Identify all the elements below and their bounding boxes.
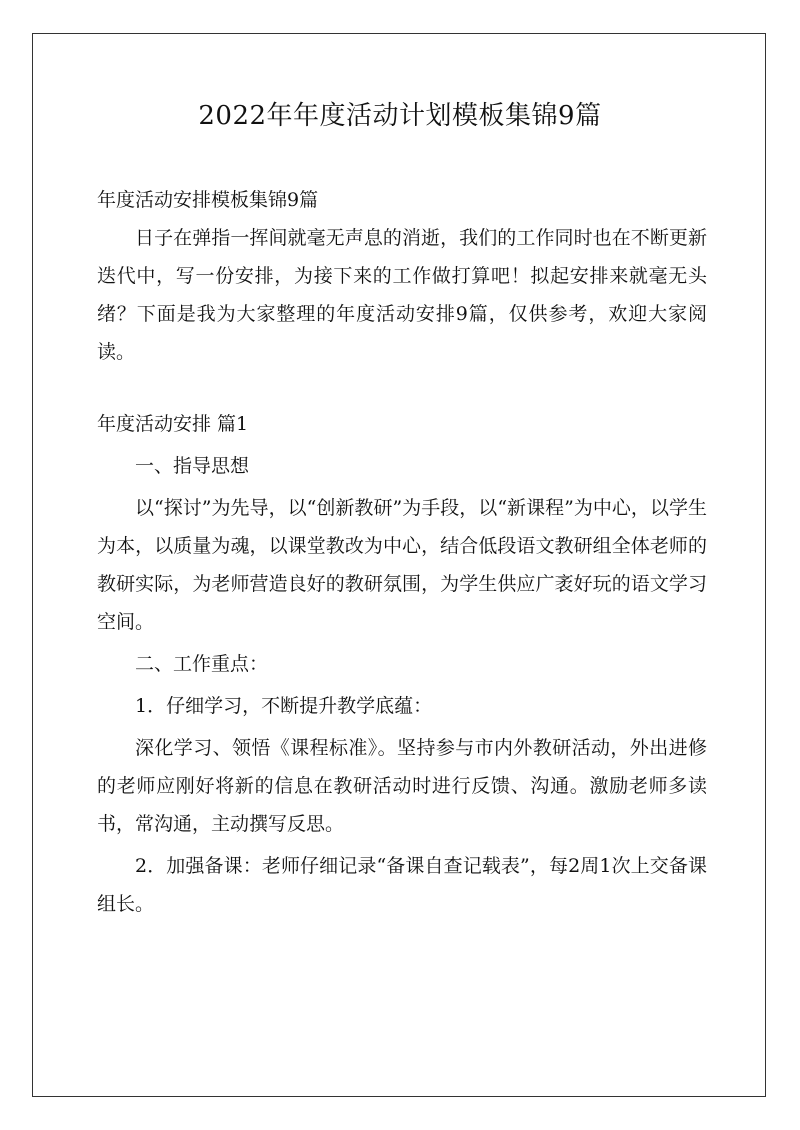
- guiding-heading: 一、指导思想: [135, 455, 250, 477]
- item2-paragraph: 2．加强备课：老师仔细记录“备课自查记载表”，每2周1次上交备课组长。: [97, 855, 707, 915]
- guiding-paragraph: 以“探讨”为先导，以“创新教研”为手段，以“新课程”为中心，以学生为本，以质量为魂，以课堂教改为中心，结合低段语文教研组全体老师的教研实际，为老师营造良好的教研氛围，为学生供应广袤好玩的语文学习空间。: [97, 497, 707, 633]
- section-heading: 年度活动安排 篇1: [97, 413, 249, 435]
- item1-heading: 1．仔细学习，不断提升教学底蕴：: [135, 695, 433, 717]
- item1-paragraph: 深化学习、领悟《课程标准》。坚持参与市内外教研活动，外出进修的老师应刚好将新的信息在教研活动时进行反馈、沟通。激励老师多读书，常沟通，主动撰写反思。: [97, 737, 707, 835]
- intro-paragraph: 日子在弹指一挥间就毫无声息的消逝，我们的工作同时也在不断更新迭代中，写一份安排，为接下来的工作做打算吧！拟起安排来就毫无头绪？下面是我为大家整理的年度活动安排9篇，仅供参考，欢迎大家阅读。: [97, 227, 707, 363]
- section-spacer: [97, 371, 707, 405]
- document-body: [97, 181, 707, 923]
- focus-heading: 二、工作重点：: [135, 653, 269, 675]
- document-subtitle: 年度活动安排模板集锦9篇: [97, 189, 319, 211]
- document-title: 2022年年度活动计划模板集锦9篇: [198, 101, 602, 131]
